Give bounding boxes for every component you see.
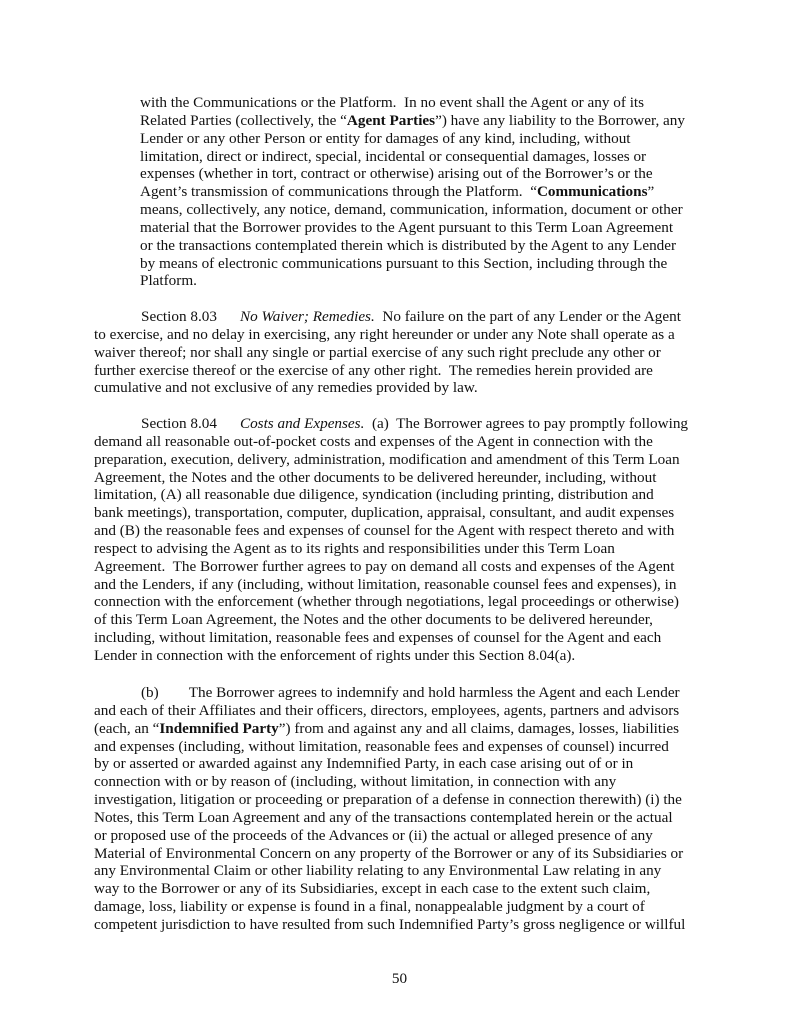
text-line: [94, 773, 685, 791]
section-text: (a) The Borrower agrees to pay promptly following: [364, 415, 689, 432]
section-number: Section 8.04: [141, 415, 217, 432]
text-run: Agent’s transmission of communications through the Platform. “: [140, 183, 537, 201]
text-run: way to the Borrower or any of its Subsidiaries, except in each case to the extent such claim,: [94, 880, 651, 898]
text-run: and the Lenders, if any (including, without limitation, reasonable counsel fees and expenses), in: [94, 575, 677, 593]
text-run: competent jurisdiction to have resulted from such Indemnified Party’s gross negligence or willful: [94, 915, 686, 933]
text-run: damage, loss, liability or expense is found in a final, nonappealable judgment by a court of: [94, 898, 645, 916]
text-line: [94, 362, 681, 380]
section-text: No failure on the part of any Lender or the Agent: [374, 308, 681, 325]
text-run: means, collectively, any notice, demand, communication, information, document or other: [140, 201, 683, 219]
text-run: and expenses (including, without limitation, reasonable fees and expenses of counsel) incurred: [94, 737, 669, 755]
text-line: [94, 647, 688, 665]
defined-term: Communications: [536, 183, 648, 201]
text-run: Lender in connection with the enforcement of rights under this Section 8.04(a).: [94, 646, 576, 664]
text-line: [94, 916, 685, 934]
page-number: 50: [391, 970, 408, 987]
text-line: [140, 219, 685, 237]
text-run: Agreement, the Notes and the other documents to be delivered hereunder, including, without: [94, 468, 657, 486]
text-line: [94, 755, 685, 773]
text-run: any Environmental Claim or other liability relating to any Environmental Law relating in any: [94, 862, 662, 880]
text-line: [94, 720, 685, 738]
section-8-04-b-first-line: [94, 684, 685, 702]
text-run: limitation, (A) all reasonable due diligence, syndication (including printing, distribution and: [94, 486, 654, 504]
text-line: [94, 558, 688, 576]
text-run: connection with or by reason of (including, without limitation, in connection with any: [94, 773, 617, 791]
text-line: [94, 540, 688, 558]
text-run: and each of their Affiliates and their officers, directors, employees, agents, partners and advisors: [94, 701, 680, 719]
text-run: respect to advising the Agent as to its rights and responsibilities under this Term Loan: [94, 539, 615, 557]
text-run: Related Parties (collectively, the “: [140, 111, 347, 129]
text-run: to exercise, and no delay in exercising, any right hereunder or under any Note shall operate as a: [94, 325, 675, 343]
text-line: [140, 255, 685, 273]
text-run: Agreement. The Borrower further agrees to pay on demand all costs and expenses of the Agent: [94, 557, 675, 575]
text-run: ”) have any liability to the Borrower, any: [435, 111, 685, 129]
text-line: [94, 827, 685, 845]
text-line: [140, 237, 685, 255]
text-run: cumulative and not exclusive of any remedies provided by law.: [94, 379, 478, 397]
text-line: [140, 130, 685, 148]
text-run: waiver thereof; nor shall any single or partial exercise of any such right preclude any other or: [94, 343, 661, 361]
text-run: with the Communications or the Platform. In no event shall the Agent or any of its: [140, 94, 645, 111]
text-run: demand all reasonable out-of-pocket costs and expenses of the Agent in connection with the: [94, 432, 653, 450]
text-run: by means of electronic communications pursuant to this Section, including through the: [140, 254, 668, 272]
text-line: [94, 451, 688, 469]
defined-term: Agent Parties: [346, 111, 436, 129]
text-line: [94, 522, 688, 540]
text-run: including, without limitation, reasonable fees and expenses of counsel for the Agent and each: [94, 629, 662, 647]
text-line: [140, 165, 685, 183]
text-run: Lender or any other Person or entity for damages of any kind, including, without: [140, 129, 631, 147]
text-run: investigation, litigation or proceeding or preparation of a defense in connection therewith) (i) the: [94, 791, 682, 809]
defined-term: Indemnified Party: [159, 719, 279, 737]
subsection-text: The Borrower agrees to indemnify and hold harmless the Agent and each Lender: [188, 684, 680, 701]
text-line: [94, 611, 688, 629]
text-line: [94, 809, 685, 827]
text-line: [94, 576, 688, 594]
text-line: [94, 702, 685, 720]
text-run: further exercise thereof or the exercise of any other right. The remedies herein provided are: [94, 361, 653, 379]
text-run: or proposed use of the proceeds of the Advances or (ii) the actual or alleged presence of any: [94, 826, 653, 844]
text-run: by or asserted or awarded against any Indemnified Party, in each case arising out of or in: [94, 755, 634, 773]
text-line: [140, 94, 685, 112]
text-run: ”: [647, 183, 655, 201]
text-run: of this Term Loan Agreement, the Notes and the other documents to be delivered hereunder,: [94, 611, 653, 629]
text-line: [94, 738, 685, 756]
section-title: Costs and Expenses.: [239, 415, 365, 432]
text-line: [94, 898, 685, 916]
text-line: [94, 593, 688, 611]
text-run: and (B) the reasonable fees and expenses of counsel for the Agent with respect thereto and with: [94, 522, 675, 540]
text-line: [94, 845, 685, 863]
text-line: [94, 504, 688, 522]
text-run: preparation, execution, delivery, administration, modification and amendment of this Term Loan: [94, 450, 680, 468]
text-line: [94, 469, 688, 487]
text-line: [94, 791, 685, 809]
text-run: Platform.: [140, 272, 197, 290]
text-line: [140, 148, 685, 166]
text-run: ”) from and against any and all claims, damages, losses, liabilities: [278, 719, 679, 737]
text-run: expenses (whether in tort, contract or otherwise) arising out of the Borrower’s or the: [140, 165, 653, 183]
text-run: material that the Borrower provides to the Agent pursuant to this Term Loan Agreement: [140, 218, 674, 236]
text-line: [140, 272, 685, 290]
text-line: [140, 201, 685, 219]
section-8-04: [94, 415, 688, 665]
continued-paragraph: [140, 94, 685, 290]
text-line: [94, 344, 681, 362]
text-line: [94, 486, 688, 504]
text-run: bank meetings), transportation, computer, duplication, appraisal, consultant, and audit expenses: [94, 504, 675, 522]
section-8-04-first-line: [94, 415, 688, 433]
text-line: [140, 183, 685, 201]
text-run: connection with the enforcement (whether through negotiations, legal proceedings or otherwise): [94, 593, 679, 611]
section-number: Section 8.03: [141, 308, 217, 325]
text-run: limitation, direct or indirect, special, incidental or consequential damages, losses or: [140, 147, 647, 165]
text-line: [94, 629, 688, 647]
text-run: Material of Environmental Concern on any property of the Borrower or any of its Subsidiaries or: [94, 844, 684, 862]
section-8-04-b: [94, 684, 685, 934]
subsection-label: (b): [141, 684, 159, 701]
text-line: [94, 326, 681, 344]
section-8-03-first-line: [94, 308, 681, 326]
section-8-03: [94, 308, 681, 397]
text-run: or the transactions contemplated therein which is distributed by the Agent to any Lender: [140, 236, 677, 254]
text-line: [94, 379, 681, 397]
text-line: [140, 112, 685, 130]
text-line: [94, 862, 685, 880]
text-run: (each, an “: [94, 719, 160, 737]
text-line: [94, 880, 685, 898]
text-line: [94, 433, 688, 451]
section-title: No Waiver; Remedies.: [239, 308, 375, 325]
text-run: Notes, this Term Loan Agreement and any of the transactions contemplated herein or the actual: [94, 808, 673, 826]
